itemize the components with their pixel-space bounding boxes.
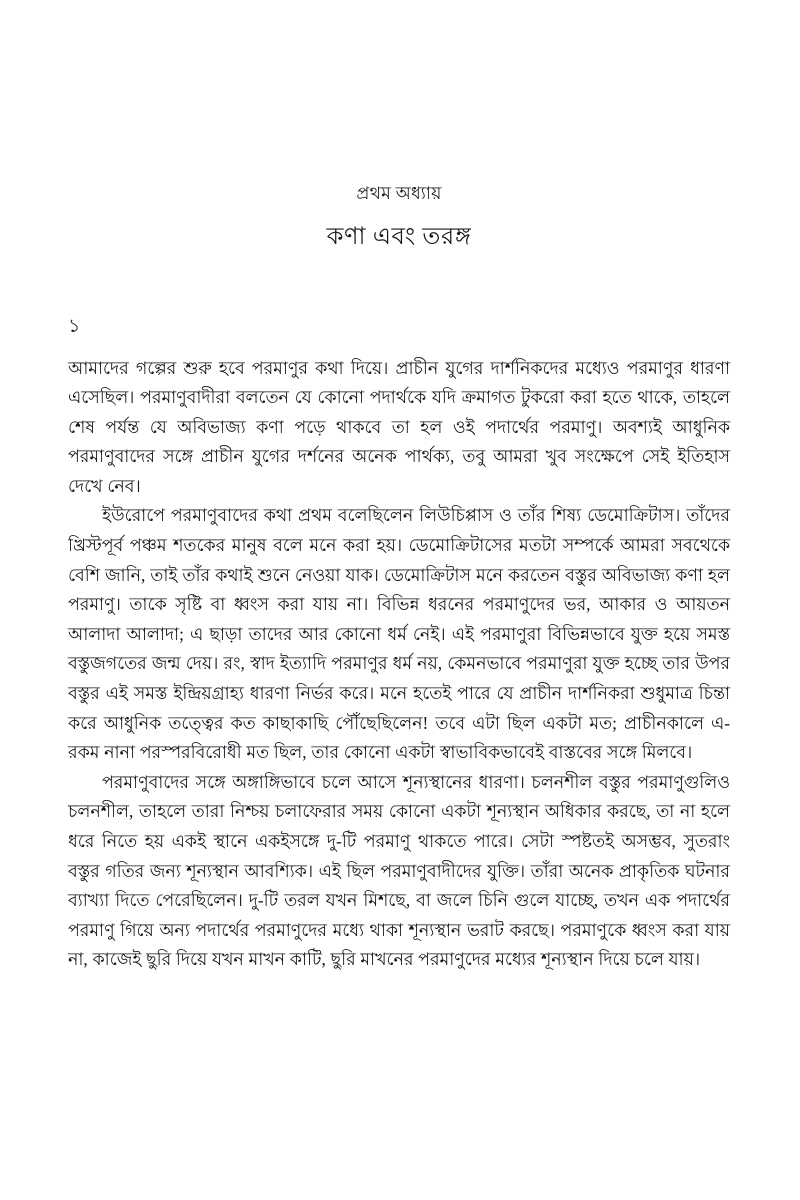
paragraph-2: ইউরোপে পরমাণুবাদের কথা প্রথম বলেছিলেন লিউচিপ্পাস ও তাঁর শিষ্য ডেমোক্রিটাস। তাঁদের খ্রিস্টপূর্ব পঞ্চম শতকের মানুষ বলে মনে করা হয়। ডেমোক্রিটাসের মতটা সম্পর্কে আমরা সবথেকে বেশি জানি, তাই তাঁর কথাই শুনে নেওয়া যাক। ডেমোক্রিটাস মনে করতেন বস্তুর অবিভাজ্য কণা হল পরমাণু। তাকে সৃষ্টি বা ধ্বংস করা যায় না। বিভিন্ন ধরনের পরমাণুদের ভর, আকার ও আয়তন আলাদা আলাদা; এ ছাড়া তাদের আর কোনো ধর্ম নেই। এই পরমাণুরা বিভিন্নভাবে যুক্ত হয়ে সমস্ত বস্তুজগতের জন্ম দেয়। রং, স্বাদ ইত্যাদি পরমাণুর ধর্ম নয়, কেমনভাবে পরমাণুরা যুক্ত হচ্ছে তার উপর বস্তুর এই সমস্ত ইন্দ্রিয়গ্রাহ্য ধারণা নির্ভর করে। মনে হতেই পারে যে প্রাচীন দার্শনিকরা শুধুমাত্র চিন্তা করে আধুনিক তত্ত্বের কত কাছাকাছি পৌঁছেছিলেন! তবে এটা ছিল একটা মত; প্রাচীনকালে এ-রকম নানা পরস্পরবিরোধী মত ছিল, তার কোনো একটা স্বাভাবিকভাবেই বাস্তবের সঙ্গে মিলবে। <box>68 505 730 763</box>
section-number: ১ <box>68 315 81 337</box>
paragraph-3: পরমাণুবাদের সঙ্গে অঙ্গাঙ্গিভাবে চলে আসে শূন্যস্থানের ধারণা। চলনশীল বস্তুর পরমাণুগুলিও চলনশীল, তাহলে তারা নিশ্চয় চলাফেরার সময় কোনো একটা শূন্যস্থান অধিকার করছে, তা না হলে ধরে নিতে হয় একই স্থানে একইসঙ্গে দু-টি পরমাণু থাকতে পারে। সেটা স্পষ্টতই অসম্ভব, সুতরাং বস্তুর গতির জন্য শূন্যস্থান আবশ্যিক। এই ছিল পরমাণুবাদীদের যুক্তি। তাঁরা অনেক প্রাকৃতিক ঘটনার ব্যাখ্যা দিতে পেরেছিলেন। দু-টি তরল যখন মিশছে, বা জলে চিনি গুলে যাচ্ছে, তখন এক পদার্থের পরমাণু গিয়ে অন্য পদার্থের পরমাণুদের মধ্যে থাকা শূন্যস্থান ভরাট করছে। পরমাণুকে ধ্বংস করা যায় না, কাজেই ছুরি দিয়ে যখন মাখন কাটি, ছুরি মাখনের পরমাণুদের মধ্যের শূন্যস্থান দিয়ে চলে যায়। <box>68 771 730 970</box>
paragraph-1: আমাদের গল্পের শুরু হবে পরমাণুর কথা দিয়ে। প্রাচীন যুগের দার্শনিকদের মধ্যেও পরমাণুর ধারণা এসেছিল। পরমাণুবাদীরা বলতেন যে কোনো পদার্থকে যদি ক্রমাগত টুকরো করা হতে থাকে, তাহলে শেষ পর্যন্ত যে অবিভাজ্য কণা পড়ে থাকবে তা হল ওই পদার্থের পরমাণু। অবশ্যই আধুনিক পরমাণুবাদের সঙ্গে প্রাচীন যুগের দর্শনের অনেক পার্থক্য, তবু আমরা খুব সংক্ষেপে সেই ইতিহাস দেখে নেব। <box>68 357 730 496</box>
page-content <box>68 185 730 975</box>
chapter-title: কণা এবং তরঙ্গ <box>326 223 472 250</box>
chapter-label: প্রথম অধ্যায় <box>356 183 442 203</box>
chapter-heading <box>68 185 730 249</box>
